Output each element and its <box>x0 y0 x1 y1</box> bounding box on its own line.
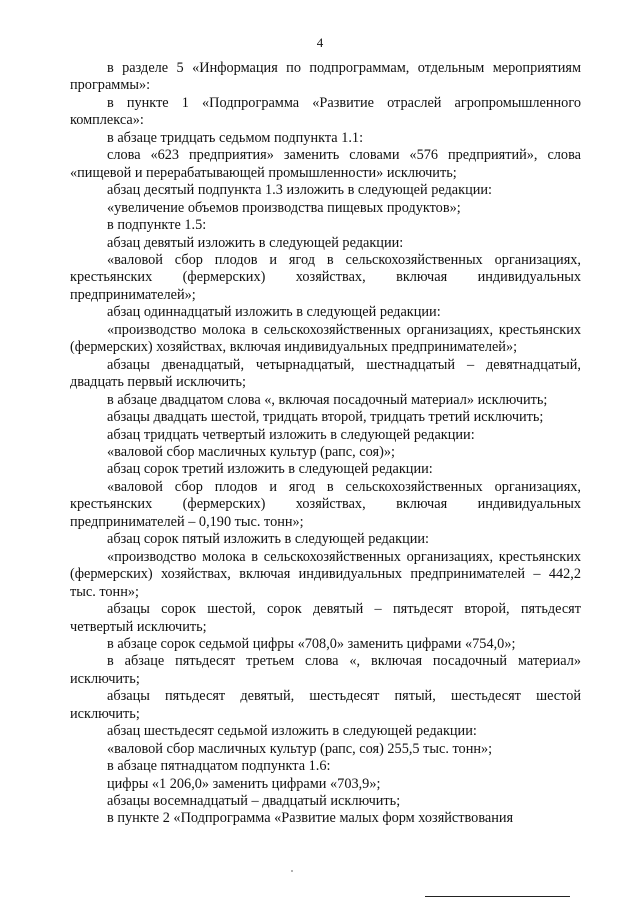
paragraph: в подпункте 1.5: <box>107 217 207 234</box>
paragraph: «производство молока в сельскохозяйственных организациях, крестьянских (фермерских) хозяйствах, включая индивидуальных предпринимателей»; <box>70 321 581 356</box>
paragraph: «валовой сбор плодов и ягод в сельскохозяйственных организациях, крестьянских (фермерских) хозяйствах, включая индивидуальных предпринимателей – 0,190 тыс. тонн»; <box>70 478 581 530</box>
paragraph: «валовой сбор масличных культур (рапс, соя) 255,5 тыс. тонн»; <box>107 740 493 757</box>
paragraph: «увеличение объемов производства пищевых продуктов»; <box>107 199 461 216</box>
paragraph: в абзаце тридцать седьмом подпункта 1.1: <box>107 129 364 146</box>
paragraph: в разделе 5 «Информация по подпрограммам, отдельным мероприятиям программы»: <box>70 60 581 94</box>
paragraph: абзац сорок пятый изложить в следующей редакции: <box>107 531 429 548</box>
paragraph: в абзаце двадцатом слова «, включая посадочный материал» исключить; <box>107 391 548 408</box>
paragraph: абзац десятый подпункта 1.3 изложить в следующей редакции: <box>107 182 493 199</box>
paragraph: цифры «1 206,0» заменить цифрами «703,9»; <box>107 775 381 792</box>
paragraph: слова «623 предприятия» заменить словами «576 предприятий», слова «пищевой и перерабатывающей промышленности» исключить; <box>70 147 581 181</box>
paragraph: абзацы пятьдесят девятый, шестьдесят пятый, шестьдесят шестой исключить; <box>70 688 581 722</box>
paragraph: в пункте 1 «Подпрограмма «Развитие отраслей агропромышленного комплекса»: <box>70 94 581 129</box>
paragraph: «производство молока в сельскохозяйственных организациях, крестьянских (фермерских) хозяйствах, включая индивидуальных предпринимателей – 442,2 тыс. тонн»; <box>70 548 581 600</box>
page-number: 4 <box>316 35 324 50</box>
paragraph: абзац сорок третий изложить в следующей редакции: <box>107 461 433 478</box>
paragraph: в абзаце пятнадцатом подпункта 1.6: <box>107 758 331 775</box>
paragraph: абзац тридцать четвертый изложить в следующей редакции: <box>107 426 475 443</box>
paragraph: «валовой сбор масличных культур (рапс, соя)»; <box>107 443 395 460</box>
paragraph: абзац одиннадцатый изложить в следующей редакции: <box>107 304 441 321</box>
paragraph: в абзаце пятьдесят третьем слова «, включая посадочный материал» исключить; <box>70 653 581 687</box>
paragraph: абзацы восемнадцатый – двадцатый исключить; <box>107 793 401 810</box>
paragraph: «валовой сбор плодов и ягод в сельскохозяйственных организациях, крестьянских (фермерских) хозяйствах, включая индивидуальных предпринимателей»; <box>70 251 581 303</box>
document-body <box>70 60 581 828</box>
paragraph: в пункте 2 «Подпрограмма «Развитие малых форм хозяйствования <box>107 810 514 827</box>
paragraph: абзацы двадцать шестой, тридцать второй, тридцать третий исключить; <box>107 409 544 426</box>
paragraph: абзацы сорок шестой, сорок девятый – пятьдесят второй, пятьдесят четвертый исключить; <box>70 601 581 635</box>
paragraph: в абзаце сорок седьмой цифры «708,0» заменить цифрами «754,0»; <box>107 635 516 652</box>
footer-rule <box>425 896 570 897</box>
paragraph: абзац девятый изложить в следующей редакции: <box>107 234 404 251</box>
paragraph: абзац шестьдесят седьмой изложить в следующей редакции: <box>107 723 477 740</box>
paragraph: абзацы двенадцатый, четырнадцатый, шестнадцатый – девятнадцатый, двадцать первый исключить; <box>70 356 581 391</box>
scan-speck <box>291 870 293 872</box>
